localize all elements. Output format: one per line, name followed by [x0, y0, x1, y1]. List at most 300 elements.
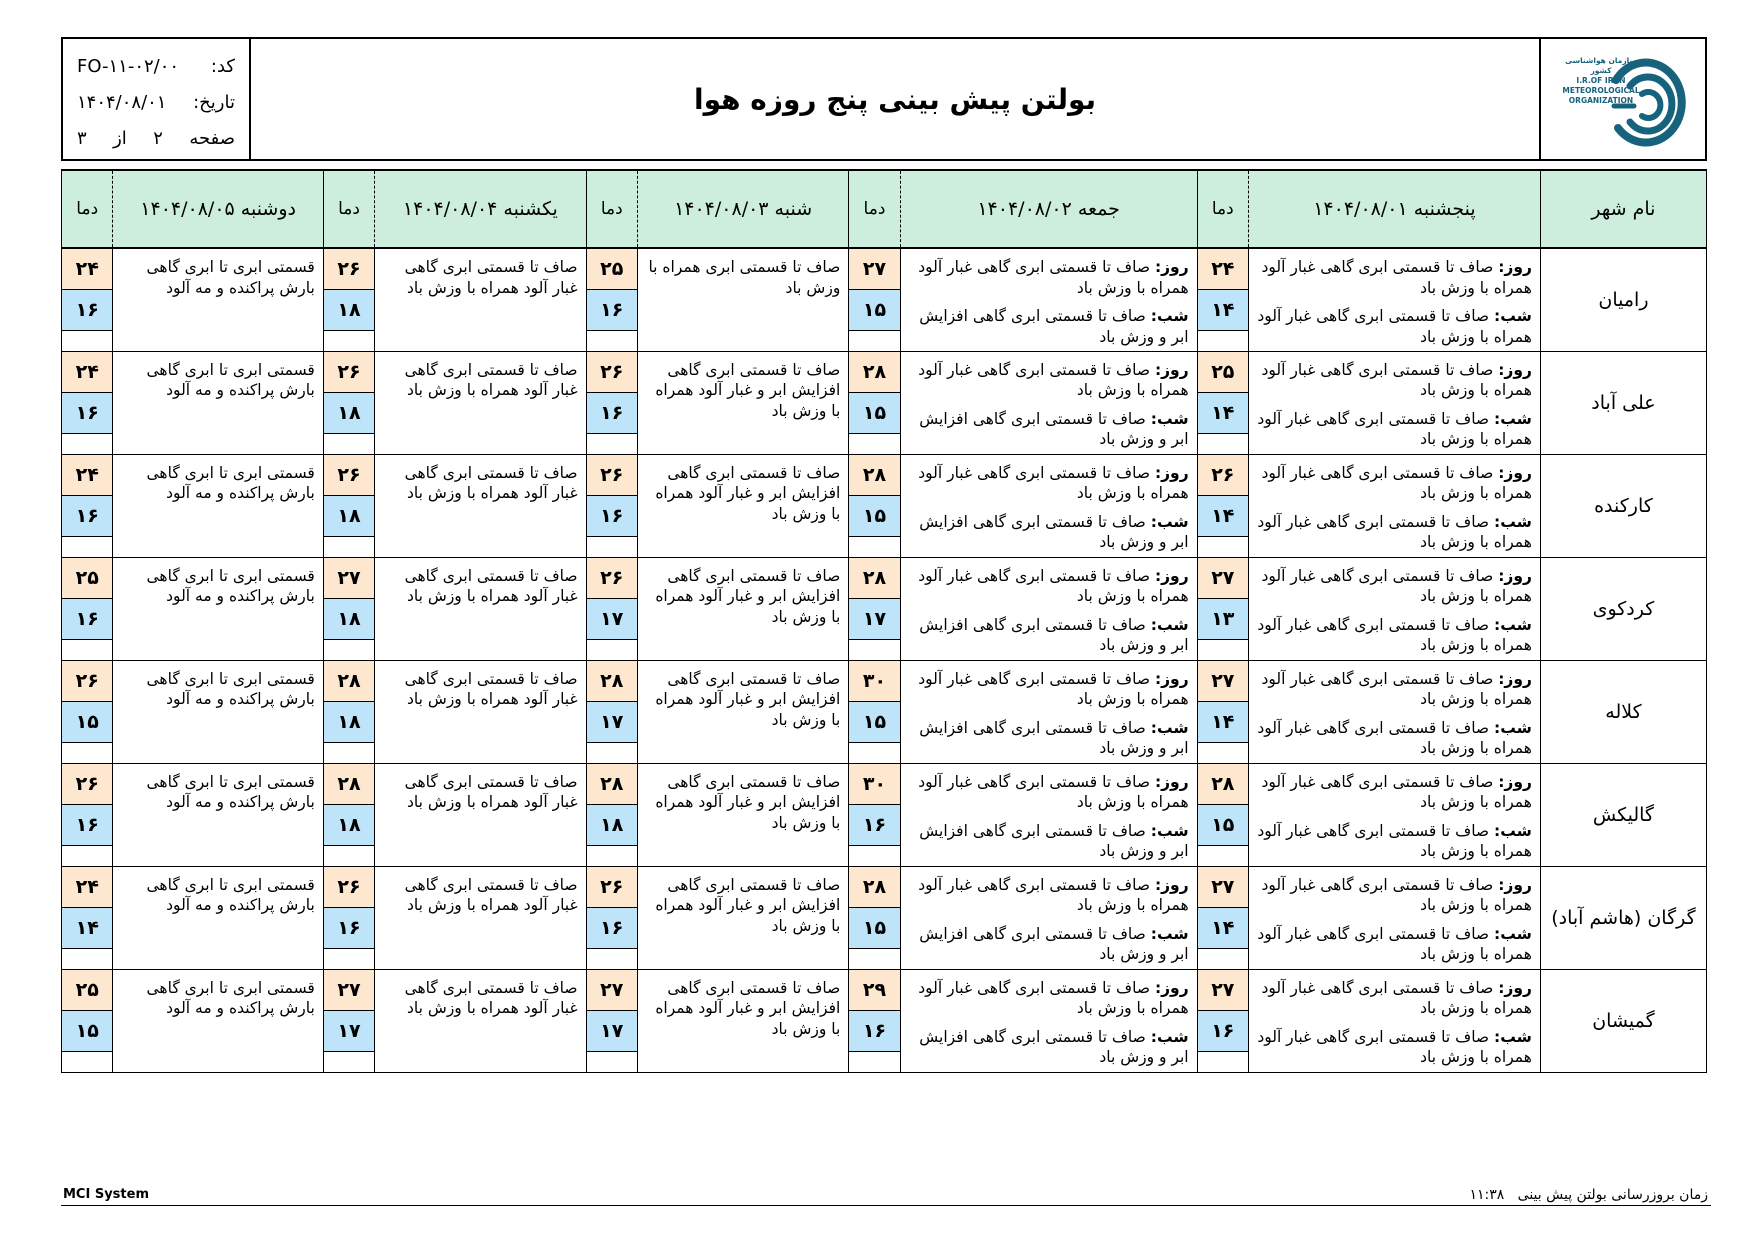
- temperature-cell: [849, 454, 900, 557]
- min-temperature: ۱۵: [1198, 805, 1248, 846]
- forecast-description: [1248, 969, 1540, 1072]
- min-temperature: ۱۶: [62, 290, 112, 331]
- night-forecast: [1255, 615, 1532, 656]
- forecast-description: صاف تا قسمتی ابری گاهی افزایش ابر و غبار آلود همراه با وزش باد: [637, 454, 848, 557]
- min-temperature: ۱۵: [62, 702, 112, 743]
- night-forecast: [907, 1027, 1189, 1068]
- day-forecast: [907, 463, 1189, 504]
- night-forecast-text: صاف تا قسمتی ابری گاهی افزایش ابر و وزش باد: [919, 307, 1189, 346]
- day-label: روز:: [1498, 566, 1532, 585]
- day-forecast: [1255, 257, 1532, 298]
- max-temperature: ۲۶: [587, 867, 637, 908]
- table-header-row: [62, 170, 1707, 248]
- night-forecast-text: صاف تا قسمتی ابری گاهی افزایش ابر و وزش باد: [919, 1027, 1189, 1066]
- max-temperature: ۲۶: [324, 455, 374, 496]
- min-temperature: ۱۸: [587, 805, 637, 846]
- max-temperature: ۲۴: [1198, 249, 1248, 290]
- day-label: روز:: [1154, 978, 1189, 997]
- night-forecast-text: صاف تا قسمتی ابری گاهی افزایش ابر و وزش باد: [919, 512, 1189, 551]
- code-value: FO-۱۱-۰۲/۰۰: [77, 56, 180, 77]
- day-column-header: جمعه ۱۴۰۴/۰۸/۰۲: [900, 170, 1197, 248]
- footer-update: [1470, 1187, 1709, 1203]
- temperature-cell: [849, 557, 900, 660]
- max-temperature: ۲۶: [324, 249, 374, 290]
- day-forecast-text: صاف تا قسمتی ابری گاهی غبار آلود همراه با وزش باد: [918, 772, 1189, 811]
- forecast-description: [900, 454, 1197, 557]
- night-label: شب:: [1150, 718, 1189, 737]
- max-temperature: ۲۵: [587, 249, 637, 290]
- temperature-cell: [62, 454, 113, 557]
- forecast-description: [900, 557, 1197, 660]
- night-forecast: [907, 615, 1189, 656]
- temperature-cell: [1197, 660, 1248, 763]
- max-temperature: ۲۴: [62, 455, 112, 496]
- night-forecast-text: صاف تا قسمتی ابری گاهی غبار آلود همراه با وزش باد: [1257, 821, 1532, 860]
- temperature-cell: [62, 557, 113, 660]
- forecast-description: صاف تا قسمتی ابری گاهی غبار آلود همراه با وزش باد: [375, 763, 586, 866]
- max-temperature: ۲۴: [62, 352, 112, 393]
- day-label: روز:: [1154, 772, 1189, 791]
- temperature-cell: [1197, 763, 1248, 866]
- day-label: روز:: [1498, 463, 1532, 482]
- night-forecast: [1255, 718, 1532, 759]
- date-row: [77, 85, 235, 121]
- date-value: ۱۴۰۴/۰۸/۰۱: [77, 92, 167, 113]
- footer-system: MCI System: [63, 1187, 149, 1202]
- max-temperature: ۳۰: [849, 764, 899, 805]
- forecast-description: صاف تا قسمتی ابری گاهی افزایش ابر و غبار آلود همراه با وزش باد: [637, 351, 848, 454]
- table-row: [62, 969, 1707, 1072]
- min-temperature: ۱۴: [1198, 908, 1248, 949]
- min-temperature: ۱۳: [1198, 599, 1248, 640]
- temperature-cell: [323, 866, 374, 969]
- temperature-cell: [62, 763, 113, 866]
- min-temperature: ۱۶: [62, 393, 112, 434]
- temperature-cell: [1197, 969, 1248, 1072]
- city-column-header: نام شهر: [1540, 170, 1706, 248]
- temp-column-header: دما: [586, 170, 637, 248]
- forecast-description: صاف تا قسمتی ابری گاهی افزایش ابر و غبار آلود همراه با وزش باد: [637, 866, 848, 969]
- min-temperature: ۱۴: [1198, 393, 1248, 434]
- night-forecast-text: صاف تا قسمتی ابری گاهی غبار آلود همراه با وزش باد: [1257, 512, 1532, 551]
- forecast-description: قسمتی ابری تا ابری گاهی بارش پراکنده و مه آلود: [113, 248, 323, 351]
- organization-logo: [1548, 44, 1698, 154]
- temperature-cell: [849, 763, 900, 866]
- temp-column-header: دما: [849, 170, 900, 248]
- forecast-description: [1248, 351, 1540, 454]
- max-temperature: ۲۷: [587, 970, 637, 1011]
- min-temperature: ۱۸: [324, 290, 374, 331]
- night-label: شب:: [1150, 924, 1189, 943]
- temperature-cell: [1197, 248, 1248, 351]
- temperature-cell: [849, 866, 900, 969]
- temperature-cell: [849, 248, 900, 351]
- logo-cell: [1539, 39, 1705, 159]
- temperature-cell: [323, 763, 374, 866]
- night-label: شب:: [1494, 512, 1532, 531]
- temperature-cell: [586, 557, 637, 660]
- day-forecast-text: صاف تا قسمتی ابری گاهی غبار آلود همراه با وزش باد: [918, 360, 1189, 399]
- temperature-cell: [849, 351, 900, 454]
- night-forecast: [1255, 512, 1532, 553]
- min-temperature: ۱۷: [587, 1011, 637, 1052]
- min-temperature: ۱۸: [324, 599, 374, 640]
- min-temperature: ۱۶: [849, 805, 899, 846]
- logo-text-fa: سازمان هواشناسی کشور: [1565, 56, 1637, 75]
- night-label: شب:: [1150, 615, 1189, 634]
- page-title: بولتن پیش بینی پنج روزه هوا: [693, 82, 1097, 116]
- temperature-cell: [849, 660, 900, 763]
- min-temperature: ۱۴: [1198, 702, 1248, 743]
- min-temperature: ۱۶: [587, 290, 637, 331]
- night-label: شب:: [1494, 307, 1532, 325]
- date-label: تاریخ:: [193, 92, 235, 113]
- forecast-description: [900, 248, 1197, 351]
- temperature-cell: [849, 969, 900, 1072]
- night-forecast: [907, 409, 1189, 450]
- max-temperature: ۲۷: [1198, 661, 1248, 702]
- max-temperature: ۲۶: [587, 455, 637, 496]
- forecast-description: [900, 660, 1197, 763]
- max-temperature: ۲۷: [324, 970, 374, 1011]
- day-forecast: [907, 257, 1189, 298]
- day-forecast-text: صاف تا قسمتی ابری گاهی غبار آلود همراه با وزش باد: [918, 566, 1189, 605]
- day-forecast: [1255, 978, 1532, 1019]
- min-temperature: ۱۶: [587, 908, 637, 949]
- day-column-header: پنجشنبه ۱۴۰۴/۰۸/۰۱: [1248, 170, 1540, 248]
- night-forecast: [1255, 924, 1532, 965]
- code-label: کد:: [210, 56, 235, 77]
- spiral-logo-icon: [1606, 50, 1690, 148]
- day-forecast: [907, 566, 1189, 607]
- day-column-header: یکشنبه ۱۴۰۴/۰۸/۰۴: [375, 170, 586, 248]
- min-temperature: ۱۵: [849, 496, 899, 537]
- max-temperature: ۲۸: [849, 867, 899, 908]
- min-temperature: ۱۶: [62, 805, 112, 846]
- temperature-cell: [586, 660, 637, 763]
- code-row: [77, 49, 235, 85]
- forecast-description: [900, 969, 1197, 1072]
- day-forecast-text: صاف تا قسمتی ابری گاهی غبار آلود همراه با وزش باد: [1261, 566, 1532, 605]
- day-forecast: [1255, 463, 1532, 504]
- min-temperature: ۱۶: [849, 1011, 899, 1052]
- max-temperature: ۲۷: [1198, 867, 1248, 908]
- city-name: گالیکش: [1540, 763, 1706, 866]
- max-temperature: ۲۶: [62, 661, 112, 702]
- forecast-description: صاف تا قسمتی ابری گاهی غبار آلود همراه با وزش باد: [375, 660, 586, 763]
- temperature-cell: [323, 969, 374, 1072]
- table-row: [62, 866, 1707, 969]
- forecast-description: قسمتی ابری تا ابری گاهی بارش پراکنده و مه آلود: [113, 351, 323, 454]
- forecast-description: [1248, 660, 1540, 763]
- city-name: گرگان (هاشم آباد): [1540, 866, 1706, 969]
- max-temperature: ۲۸: [587, 764, 637, 805]
- forecast-description: قسمتی ابری تا ابری گاهی بارش پراکنده و مه آلود: [113, 557, 323, 660]
- city-name: علی آباد: [1540, 351, 1706, 454]
- night-forecast-text: صاف تا قسمتی ابری گاهی افزایش ابر و وزش باد: [919, 821, 1189, 860]
- forecast-description: صاف تا قسمتی ابری گاهی غبار آلود همراه با وزش باد: [375, 969, 586, 1072]
- logo-text-en2: METEOROLOGICAL: [1562, 86, 1640, 95]
- night-label: شب:: [1150, 307, 1189, 325]
- min-temperature: ۱۸: [324, 702, 374, 743]
- forecast-description: صاف تا قسمتی ابری گاهی غبار آلود همراه با وزش باد: [375, 557, 586, 660]
- day-forecast-text: صاف تا قسمتی ابری گاهی غبار آلود همراه با وزش باد: [1261, 360, 1532, 399]
- night-label: شب:: [1150, 409, 1189, 428]
- day-label: روز:: [1498, 978, 1532, 997]
- max-temperature: ۲۷: [1198, 970, 1248, 1011]
- max-temperature: ۲۵: [62, 558, 112, 599]
- table-row: [62, 557, 1707, 660]
- day-forecast-text: صاف تا قسمتی ابری گاهی غبار آلود همراه با وزش باد: [918, 669, 1189, 708]
- forecast-description: [1248, 866, 1540, 969]
- night-forecast-text: صاف تا قسمتی ابری گاهی غبار آلود همراه با وزش باد: [1257, 924, 1532, 963]
- night-forecast: [1255, 409, 1532, 450]
- page-row: [77, 121, 235, 157]
- max-temperature: ۲۶: [324, 352, 374, 393]
- logo-text-en1: I.R.OF IRAN: [1576, 76, 1626, 85]
- day-label: روز:: [1154, 875, 1189, 894]
- night-forecast-text: صاف تا قسمتی ابری گاهی غبار آلود همراه با وزش باد: [1257, 1027, 1532, 1066]
- day-forecast: [907, 978, 1189, 1019]
- day-forecast-text: صاف تا قسمتی ابری گاهی غبار آلود همراه با وزش باد: [1261, 875, 1532, 914]
- min-temperature: ۱۶: [62, 496, 112, 537]
- temperature-cell: [323, 351, 374, 454]
- night-label: شب:: [1494, 1027, 1532, 1046]
- day-label: روز:: [1154, 258, 1189, 276]
- forecast-description: [900, 351, 1197, 454]
- day-forecast-text: صاف تا قسمتی ابری گاهی غبار آلود همراه با وزش باد: [1261, 258, 1532, 297]
- night-label: شب:: [1150, 821, 1189, 840]
- city-name: کارکنده: [1540, 454, 1706, 557]
- max-temperature: ۲۶: [1198, 455, 1248, 496]
- table-row: [62, 454, 1707, 557]
- max-temperature: ۲۸: [849, 352, 899, 393]
- min-temperature: ۱۸: [324, 805, 374, 846]
- max-temperature: ۲۷: [324, 558, 374, 599]
- day-forecast-text: صاف تا قسمتی ابری گاهی غبار آلود همراه با وزش باد: [918, 258, 1189, 297]
- temperature-cell: [1197, 557, 1248, 660]
- max-temperature: ۲۸: [1198, 764, 1248, 805]
- forecast-description: قسمتی ابری تا ابری گاهی بارش پراکنده و مه آلود: [113, 454, 323, 557]
- day-label: روز:: [1498, 360, 1532, 379]
- night-forecast: [1255, 306, 1532, 347]
- forecast-description: صاف تا قسمتی ابری گاهی غبار آلود همراه با وزش باد: [375, 248, 586, 351]
- day-label: روز:: [1154, 669, 1189, 688]
- city-name: رامیان: [1540, 248, 1706, 351]
- title-cell: [249, 39, 1539, 159]
- max-temperature: ۲۷: [1198, 558, 1248, 599]
- night-label: شب:: [1494, 821, 1532, 840]
- night-forecast-text: صاف تا قسمتی ابری گاهی غبار آلود همراه با وزش باد: [1257, 409, 1532, 448]
- min-temperature: ۱۴: [1198, 496, 1248, 537]
- max-temperature: ۳۰: [849, 661, 899, 702]
- forecast-description: صاف تا قسمتی ابری گاهی افزایش ابر و غبار آلود همراه با وزش باد: [637, 557, 848, 660]
- temperature-cell: [586, 763, 637, 866]
- min-temperature: ۱۸: [324, 496, 374, 537]
- night-forecast: [907, 718, 1189, 759]
- night-forecast-text: صاف تا قسمتی ابری گاهی افزایش ابر و وزش باد: [919, 409, 1189, 448]
- max-temperature: ۲۴: [62, 867, 112, 908]
- temperature-cell: [1197, 454, 1248, 557]
- logo-text-en3: ORGANIZATION: [1568, 96, 1634, 105]
- table-row: [62, 660, 1707, 763]
- min-temperature: ۱۶: [587, 393, 637, 434]
- day-forecast-text: صاف تا قسمتی ابری گاهی غبار آلود همراه با وزش باد: [1261, 772, 1532, 811]
- max-temperature: ۲۵: [1198, 352, 1248, 393]
- page-number: ۲: [153, 128, 163, 149]
- day-forecast-text: صاف تا قسمتی ابری گاهی غبار آلود همراه با وزش باد: [918, 463, 1189, 502]
- max-temperature: ۲۶: [587, 352, 637, 393]
- temperature-cell: [62, 866, 113, 969]
- temperature-cell: [62, 660, 113, 763]
- night-label: شب:: [1494, 615, 1532, 634]
- min-temperature: ۱۵: [849, 908, 899, 949]
- night-forecast-text: صاف تا قسمتی ابری گاهی افزایش ابر و وزش باد: [919, 615, 1189, 654]
- temp-column-header: دما: [1197, 170, 1248, 248]
- night-forecast-text: صاف تا قسمتی ابری گاهی افزایش ابر و وزش باد: [919, 718, 1189, 757]
- max-temperature: ۲۸: [324, 764, 374, 805]
- document-meta: [63, 39, 249, 159]
- max-temperature: ۲۹: [849, 970, 899, 1011]
- max-temperature: ۲۴: [62, 249, 112, 290]
- forecast-description: صاف تا قسمتی ابری گاهی غبار آلود همراه با وزش باد: [375, 866, 586, 969]
- day-forecast: [1255, 875, 1532, 916]
- day-forecast: [907, 669, 1189, 710]
- night-forecast: [1255, 1027, 1532, 1068]
- min-temperature: ۱۷: [587, 599, 637, 640]
- min-temperature: ۱۴: [62, 908, 112, 949]
- max-temperature: ۲۵: [62, 970, 112, 1011]
- night-label: شب:: [1494, 924, 1532, 943]
- max-temperature: ۲۸: [849, 558, 899, 599]
- temperature-cell: [323, 248, 374, 351]
- min-temperature: ۱۷: [587, 702, 637, 743]
- day-label: روز:: [1498, 772, 1532, 791]
- forecast-description: قسمتی ابری تا ابری گاهی بارش پراکنده و مه آلود: [113, 969, 323, 1072]
- table-row: [62, 351, 1707, 454]
- night-forecast-text: صاف تا قسمتی ابری گاهی غبار آلود همراه با وزش باد: [1257, 615, 1532, 654]
- city-name: کردکوی: [1540, 557, 1706, 660]
- forecast-table: [61, 169, 1707, 1073]
- max-temperature: ۲۷: [849, 249, 899, 290]
- min-temperature: ۱۶: [1198, 1011, 1248, 1052]
- forecast-description: صاف تا قسمتی ابری گاهی افزایش ابر و غبار آلود همراه با وزش باد: [637, 969, 848, 1072]
- temperature-cell: [1197, 351, 1248, 454]
- day-label: روز:: [1498, 669, 1532, 688]
- forecast-description: صاف تا قسمتی ابری گاهی افزایش ابر و غبار آلود همراه با وزش باد: [637, 763, 848, 866]
- table-row: [62, 763, 1707, 866]
- forecast-description: [900, 763, 1197, 866]
- forecast-description: صاف تا قسمتی ابری گاهی افزایش ابر و غبار آلود همراه با وزش باد: [637, 660, 848, 763]
- night-forecast: [907, 924, 1189, 965]
- forecast-description: [1248, 454, 1540, 557]
- min-temperature: ۱۷: [849, 599, 899, 640]
- footer-update-time: ۱۱:۳۸: [1469, 1187, 1505, 1203]
- footer-divider: [61, 1205, 1711, 1206]
- night-forecast: [1255, 821, 1532, 862]
- forecast-body: [62, 248, 1707, 1072]
- night-forecast: [907, 306, 1189, 347]
- max-temperature: ۲۶: [62, 764, 112, 805]
- night-forecast-text: صاف تا قسمتی ابری گاهی افزایش ابر و وزش باد: [919, 924, 1189, 963]
- min-temperature: ۱۶: [587, 496, 637, 537]
- temperature-cell: [586, 454, 637, 557]
- temperature-cell: [586, 866, 637, 969]
- day-forecast: [1255, 566, 1532, 607]
- min-temperature: ۱۵: [849, 290, 899, 331]
- table-row: [62, 248, 1707, 351]
- night-label: شب:: [1494, 409, 1532, 428]
- min-temperature: ۱۵: [62, 1011, 112, 1052]
- max-temperature: ۲۶: [587, 558, 637, 599]
- night-label: شب:: [1150, 1027, 1189, 1046]
- temperature-cell: [586, 351, 637, 454]
- temperature-cell: [62, 351, 113, 454]
- day-label: روز:: [1498, 258, 1532, 276]
- bulletin-header: [61, 37, 1707, 161]
- temperature-cell: [62, 248, 113, 351]
- forecast-description: قسمتی ابری تا ابری گاهی بارش پراکنده و مه آلود: [113, 660, 323, 763]
- temperature-cell: [323, 454, 374, 557]
- day-forecast-text: صاف تا قسمتی ابری گاهی غبار آلود همراه با وزش باد: [918, 978, 1189, 1017]
- max-temperature: ۲۸: [849, 455, 899, 496]
- page-label: صفحه: [189, 128, 235, 149]
- min-temperature: ۱۷: [324, 1011, 374, 1052]
- temperature-cell: [1197, 866, 1248, 969]
- forecast-description: صاف تا قسمتی ابری گاهی غبار آلود همراه با وزش باد: [375, 351, 586, 454]
- min-temperature: ۱۵: [849, 702, 899, 743]
- night-forecast: [907, 512, 1189, 553]
- temperature-cell: [586, 248, 637, 351]
- day-forecast: [907, 875, 1189, 916]
- day-label: روز:: [1154, 566, 1189, 585]
- day-forecast: [1255, 669, 1532, 710]
- min-temperature: ۱۴: [1198, 290, 1248, 331]
- day-column-header: دوشنبه ۱۴۰۴/۰۸/۰۵: [113, 170, 323, 248]
- page-of: از: [113, 128, 127, 149]
- max-temperature: ۲۸: [587, 661, 637, 702]
- temperature-cell: [62, 969, 113, 1072]
- forecast-description: [1248, 763, 1540, 866]
- night-forecast: [907, 821, 1189, 862]
- max-temperature: ۲۶: [324, 867, 374, 908]
- min-temperature: ۱۶: [324, 908, 374, 949]
- temp-column-header: دما: [323, 170, 374, 248]
- day-forecast: [907, 360, 1189, 401]
- temperature-cell: [586, 969, 637, 1072]
- forecast-description: [1248, 248, 1540, 351]
- day-forecast: [1255, 360, 1532, 401]
- day-label: روز:: [1154, 463, 1189, 482]
- page-total: ۳: [77, 128, 87, 149]
- night-label: شب:: [1494, 718, 1532, 737]
- night-label: شب:: [1150, 512, 1189, 531]
- day-forecast-text: صاف تا قسمتی ابری گاهی غبار آلود همراه با وزش باد: [1261, 463, 1532, 502]
- forecast-description: قسمتی ابری تا ابری گاهی بارش پراکنده و مه آلود: [113, 866, 323, 969]
- forecast-description: صاف تا قسمتی ابری همراه با وزش باد: [637, 248, 848, 351]
- temperature-cell: [323, 557, 374, 660]
- footer-update-label: زمان بروزرسانی بولتن پیش بینی: [1517, 1187, 1708, 1203]
- day-forecast-text: صاف تا قسمتی ابری گاهی غبار آلود همراه با وزش باد: [1261, 978, 1532, 1017]
- min-temperature: ۱۸: [324, 393, 374, 434]
- max-temperature: ۲۸: [324, 661, 374, 702]
- forecast-description: قسمتی ابری تا ابری گاهی بارش پراکنده و مه آلود: [113, 763, 323, 866]
- forecast-description: صاف تا قسمتی ابری گاهی غبار آلود همراه با وزش باد: [375, 454, 586, 557]
- temp-column-header: دما: [62, 170, 113, 248]
- city-name: گمیشان: [1540, 969, 1706, 1072]
- city-name: کلاله: [1540, 660, 1706, 763]
- day-forecast-text: صاف تا قسمتی ابری گاهی غبار آلود همراه با وزش باد: [1261, 669, 1532, 708]
